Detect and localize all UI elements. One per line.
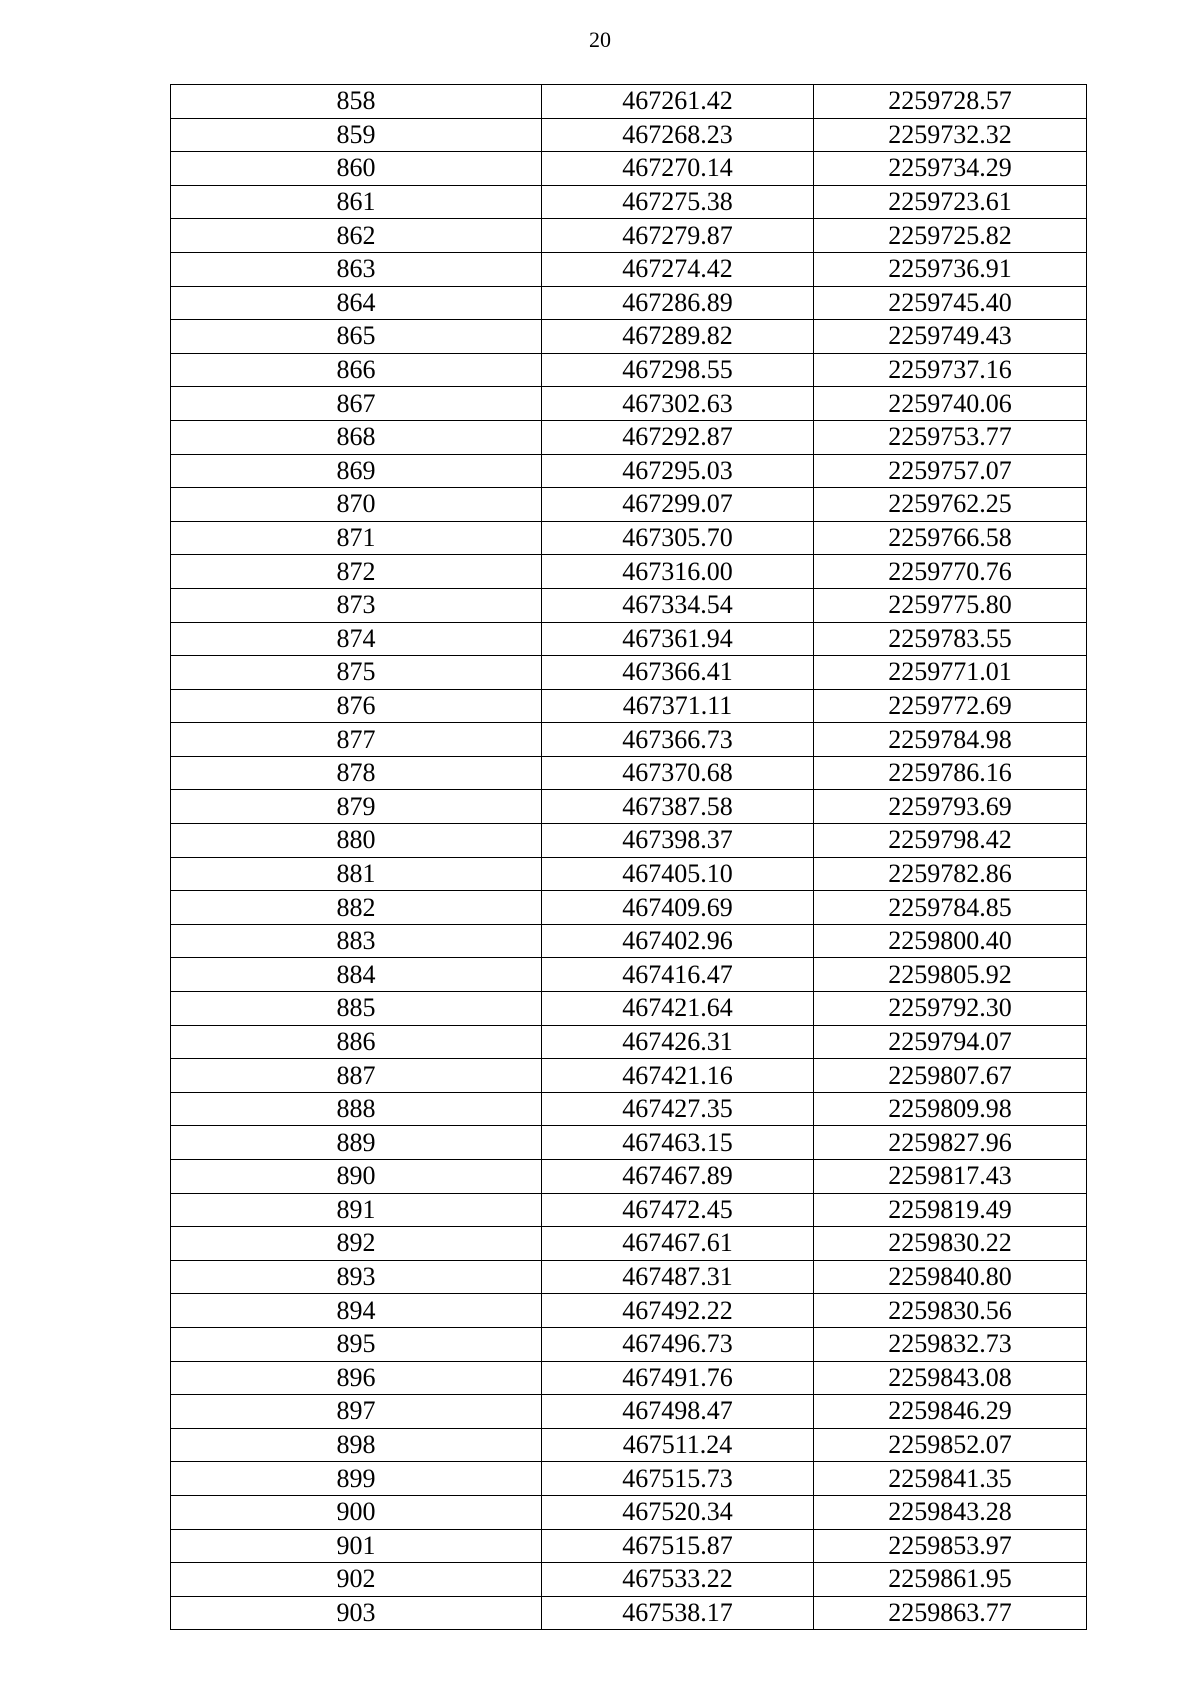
y-coordinate-cell: 2259840.80 [814,1260,1087,1294]
y-coordinate-cell: 2259827.96 [814,1126,1087,1160]
table-row [171,286,1087,320]
table-row [171,1227,1087,1261]
table-row [171,1126,1087,1160]
y-coordinate-cell: 2259757.07 [814,454,1087,488]
point-number-cell: 902 [171,1563,542,1597]
point-number-cell: 891 [171,1193,542,1227]
point-number-cell: 861 [171,185,542,219]
x-coordinate-cell: 467491.76 [542,1361,814,1395]
y-coordinate-cell: 2259809.98 [814,1092,1087,1126]
table-row [171,152,1087,186]
x-coordinate-cell: 467387.58 [542,790,814,824]
y-coordinate-cell: 2259861.95 [814,1563,1087,1597]
table-row [171,891,1087,925]
x-coordinate-cell: 467286.89 [542,286,814,320]
table-row [171,992,1087,1026]
table-row [171,85,1087,119]
x-coordinate-cell: 467496.73 [542,1327,814,1361]
y-coordinate-cell: 2259853.97 [814,1529,1087,1563]
table-row [171,353,1087,387]
point-number-cell: 863 [171,252,542,286]
x-coordinate-cell: 467426.31 [542,1025,814,1059]
table-row [171,219,1087,253]
x-coordinate-cell: 467316.00 [542,555,814,589]
y-coordinate-cell: 2259841.35 [814,1462,1087,1496]
x-coordinate-cell: 467299.07 [542,488,814,522]
x-coordinate-cell: 467279.87 [542,219,814,253]
y-coordinate-cell: 2259725.82 [814,219,1087,253]
point-number-cell: 866 [171,353,542,387]
point-number-cell: 899 [171,1462,542,1496]
x-coordinate-cell: 467261.42 [542,85,814,119]
table-row [171,521,1087,555]
x-coordinate-cell: 467515.73 [542,1462,814,1496]
point-number-cell: 903 [171,1596,542,1630]
y-coordinate-cell: 2259762.25 [814,488,1087,522]
x-coordinate-cell: 467520.34 [542,1495,814,1529]
x-coordinate-cell: 467302.63 [542,387,814,421]
y-coordinate-cell: 2259732.32 [814,118,1087,152]
y-coordinate-cell: 2259805.92 [814,958,1087,992]
y-coordinate-cell: 2259737.16 [814,353,1087,387]
y-coordinate-cell: 2259786.16 [814,756,1087,790]
point-number-cell: 881 [171,857,542,891]
x-coordinate-cell: 467427.35 [542,1092,814,1126]
point-number-cell: 868 [171,420,542,454]
point-number-cell: 862 [171,219,542,253]
table-row [171,1462,1087,1496]
table-row [171,387,1087,421]
point-number-cell: 901 [171,1529,542,1563]
point-number-cell: 895 [171,1327,542,1361]
x-coordinate-cell: 467274.42 [542,252,814,286]
y-coordinate-cell: 2259770.76 [814,555,1087,589]
table-row [171,1160,1087,1194]
y-coordinate-cell: 2259749.43 [814,320,1087,354]
x-coordinate-cell: 467487.31 [542,1260,814,1294]
point-number-cell: 886 [171,1025,542,1059]
x-coordinate-cell: 467334.54 [542,588,814,622]
point-number-cell: 882 [171,891,542,925]
x-coordinate-cell: 467533.22 [542,1563,814,1597]
y-coordinate-cell: 2259728.57 [814,85,1087,119]
point-number-cell: 885 [171,992,542,1026]
point-number-cell: 896 [171,1361,542,1395]
x-coordinate-cell: 467467.61 [542,1227,814,1261]
y-coordinate-cell: 2259830.56 [814,1294,1087,1328]
x-coordinate-cell: 467298.55 [542,353,814,387]
table-row [171,1361,1087,1395]
y-coordinate-cell: 2259736.91 [814,252,1087,286]
table-row [171,454,1087,488]
point-number-cell: 890 [171,1160,542,1194]
table-row [171,924,1087,958]
table-row [171,1025,1087,1059]
y-coordinate-cell: 2259784.85 [814,891,1087,925]
point-number-cell: 877 [171,723,542,757]
point-number-cell: 875 [171,656,542,690]
point-number-cell: 864 [171,286,542,320]
y-coordinate-cell: 2259745.40 [814,286,1087,320]
table-row [171,1092,1087,1126]
x-coordinate-cell: 467467.89 [542,1160,814,1194]
point-number-cell: 874 [171,622,542,656]
x-coordinate-cell: 467398.37 [542,824,814,858]
y-coordinate-cell: 2259800.40 [814,924,1087,958]
table-row [171,185,1087,219]
table-row [171,420,1087,454]
table-row [171,824,1087,858]
point-number-cell: 872 [171,555,542,589]
table-row [171,320,1087,354]
table-row [171,756,1087,790]
x-coordinate-cell: 467295.03 [542,454,814,488]
y-coordinate-cell: 2259817.43 [814,1160,1087,1194]
y-coordinate-cell: 2259846.29 [814,1395,1087,1429]
y-coordinate-cell: 2259843.28 [814,1495,1087,1529]
table-row [171,1596,1087,1630]
table-row [171,1495,1087,1529]
x-coordinate-cell: 467538.17 [542,1596,814,1630]
table-row [171,1294,1087,1328]
table-row [171,555,1087,589]
table-row [171,958,1087,992]
y-coordinate-cell: 2259852.07 [814,1428,1087,1462]
y-coordinate-cell: 2259771.01 [814,656,1087,690]
table-row [171,1529,1087,1563]
point-number-cell: 879 [171,790,542,824]
point-number-cell: 869 [171,454,542,488]
y-coordinate-cell: 2259783.55 [814,622,1087,656]
y-coordinate-cell: 2259832.73 [814,1327,1087,1361]
point-number-cell: 867 [171,387,542,421]
point-number-cell: 892 [171,1227,542,1261]
x-coordinate-cell: 467492.22 [542,1294,814,1328]
y-coordinate-cell: 2259740.06 [814,387,1087,421]
coordinates-table-body [171,85,1087,1630]
y-coordinate-cell: 2259734.29 [814,152,1087,186]
x-coordinate-cell: 467366.73 [542,723,814,757]
point-number-cell: 898 [171,1428,542,1462]
point-number-cell: 897 [171,1395,542,1429]
point-number-cell: 871 [171,521,542,555]
table-row [171,790,1087,824]
table-row [171,656,1087,690]
y-coordinate-cell: 2259772.69 [814,689,1087,723]
table-row [171,488,1087,522]
point-number-cell: 873 [171,588,542,622]
table-row [171,1327,1087,1361]
x-coordinate-cell: 467366.41 [542,656,814,690]
x-coordinate-cell: 467421.64 [542,992,814,1026]
x-coordinate-cell: 467292.87 [542,420,814,454]
point-number-cell: 889 [171,1126,542,1160]
x-coordinate-cell: 467472.45 [542,1193,814,1227]
point-number-cell: 860 [171,152,542,186]
point-number-cell: 887 [171,1059,542,1093]
x-coordinate-cell: 467361.94 [542,622,814,656]
y-coordinate-cell: 2259863.77 [814,1596,1087,1630]
x-coordinate-cell: 467270.14 [542,152,814,186]
x-coordinate-cell: 467421.16 [542,1059,814,1093]
table-row [171,1428,1087,1462]
table-row [171,1059,1087,1093]
table-row [171,1260,1087,1294]
coordinates-table [170,84,1087,1630]
point-number-cell: 858 [171,85,542,119]
y-coordinate-cell: 2259830.22 [814,1227,1087,1261]
table-row [171,689,1087,723]
table-row [171,1563,1087,1597]
y-coordinate-cell: 2259784.98 [814,723,1087,757]
x-coordinate-cell: 467405.10 [542,857,814,891]
x-coordinate-cell: 467515.87 [542,1529,814,1563]
y-coordinate-cell: 2259782.86 [814,857,1087,891]
x-coordinate-cell: 467370.68 [542,756,814,790]
table-row [171,118,1087,152]
y-coordinate-cell: 2259794.07 [814,1025,1087,1059]
x-coordinate-cell: 467268.23 [542,118,814,152]
table-row [171,622,1087,656]
y-coordinate-cell: 2259793.69 [814,790,1087,824]
y-coordinate-cell: 2259723.61 [814,185,1087,219]
point-number-cell: 900 [171,1495,542,1529]
y-coordinate-cell: 2259819.49 [814,1193,1087,1227]
y-coordinate-cell: 2259775.80 [814,588,1087,622]
point-number-cell: 884 [171,958,542,992]
table-row [171,1395,1087,1429]
x-coordinate-cell: 467409.69 [542,891,814,925]
y-coordinate-cell: 2259753.77 [814,420,1087,454]
table-row [171,857,1087,891]
y-coordinate-cell: 2259792.30 [814,992,1087,1026]
y-coordinate-cell: 2259807.67 [814,1059,1087,1093]
x-coordinate-cell: 467498.47 [542,1395,814,1429]
point-number-cell: 859 [171,118,542,152]
x-coordinate-cell: 467371.11 [542,689,814,723]
point-number-cell: 878 [171,756,542,790]
point-number-cell: 894 [171,1294,542,1328]
point-number-cell: 893 [171,1260,542,1294]
x-coordinate-cell: 467402.96 [542,924,814,958]
x-coordinate-cell: 467289.82 [542,320,814,354]
x-coordinate-cell: 467416.47 [542,958,814,992]
y-coordinate-cell: 2259798.42 [814,824,1087,858]
x-coordinate-cell: 467275.38 [542,185,814,219]
table-row [171,252,1087,286]
table-row [171,1193,1087,1227]
point-number-cell: 880 [171,824,542,858]
x-coordinate-cell: 467305.70 [542,521,814,555]
point-number-cell: 883 [171,924,542,958]
y-coordinate-cell: 2259766.58 [814,521,1087,555]
point-number-cell: 888 [171,1092,542,1126]
point-number-cell: 865 [171,320,542,354]
y-coordinate-cell: 2259843.08 [814,1361,1087,1395]
point-number-cell: 876 [171,689,542,723]
table-row [171,588,1087,622]
x-coordinate-cell: 467511.24 [542,1428,814,1462]
table-row [171,723,1087,757]
x-coordinate-cell: 467463.15 [542,1126,814,1160]
page-number: 20 [589,27,611,52]
point-number-cell: 870 [171,488,542,522]
